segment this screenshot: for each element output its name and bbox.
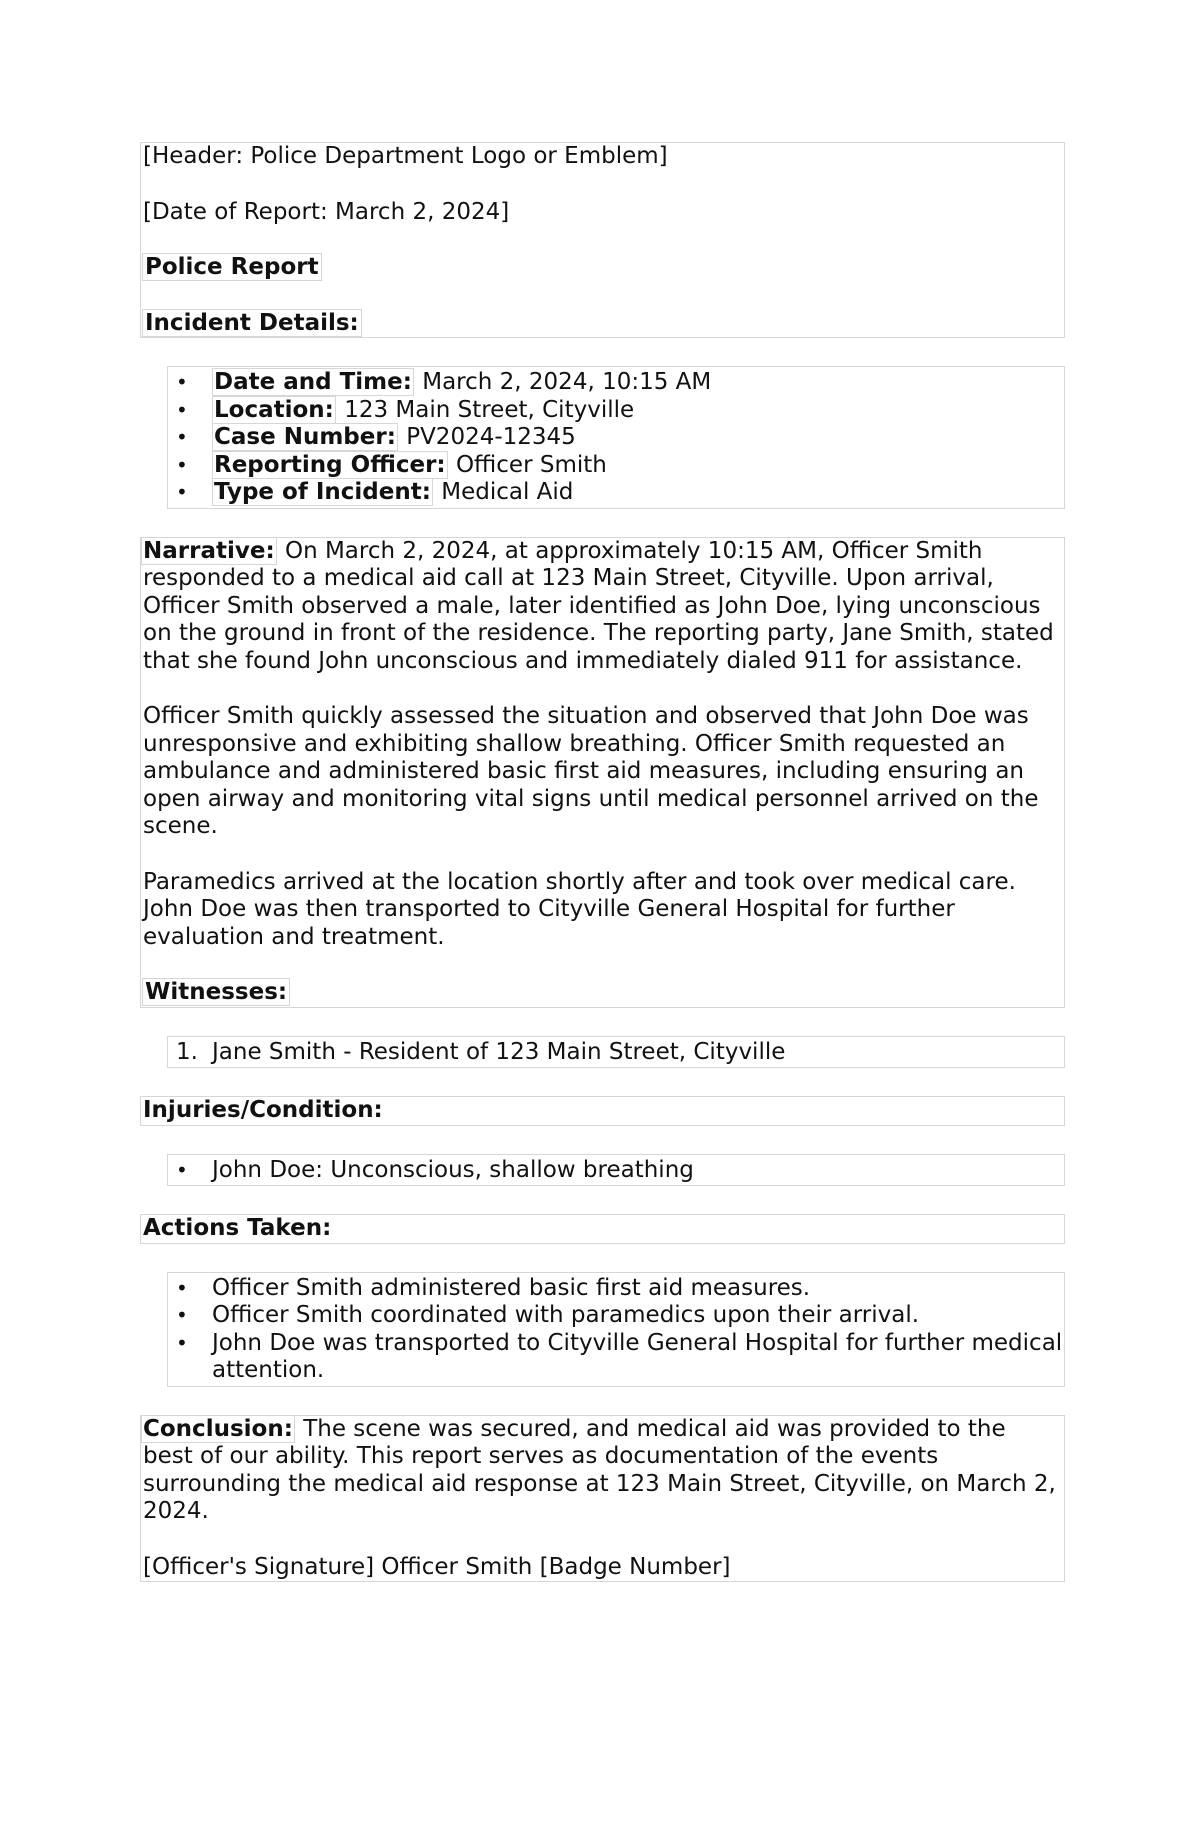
bullet-icon: •	[176, 1330, 188, 1355]
bullet-icon: •	[176, 397, 188, 422]
injuries-list	[167, 1154, 1065, 1187]
report-header-block	[140, 142, 1065, 338]
incident-details-heading: Incident Details:	[142, 309, 362, 337]
injury-entry: John Doe: Unconscious, shallow breathing	[212, 1156, 694, 1183]
detail-label: Reporting Officer:	[214, 451, 446, 478]
injuries-heading-block	[140, 1096, 1065, 1126]
actions-heading-block	[140, 1214, 1065, 1244]
injuries-heading: Injuries/Condition:	[143, 1097, 383, 1123]
list-item	[168, 1302, 1064, 1330]
narrative-paragraph-1	[143, 538, 1062, 676]
bullet-icon: •	[176, 425, 188, 449]
actions-heading: Actions Taken:	[143, 1215, 332, 1241]
list-item	[168, 1039, 1064, 1067]
detail-value: 123 Main Street, Cityville	[344, 396, 635, 423]
list-item	[168, 369, 1064, 397]
bullet-icon: •	[176, 1157, 188, 1182]
list-item	[168, 1330, 1064, 1385]
bullet-icon: •	[176, 452, 188, 477]
narrative-text-1: On March 2, 2024, at approximately 10:15 AM, Officer Smith responded to a medical aid call at 123 Main Street, Cityville. Upon arrival, Officer Smith observed a male, later identified as John Doe, lying unconscious on the ground in front of the residence. The reporting party, Jane Smith, stated that she found John unconscious and immediately dialed 911 for assistance.	[143, 537, 1054, 674]
bullet-icon: •	[176, 1275, 188, 1300]
bullet-icon: •	[176, 370, 188, 394]
bullet-icon: •	[176, 1303, 188, 1327]
detail-value: Medical Aid	[441, 479, 574, 505]
list-item	[168, 1275, 1064, 1303]
narrative-block	[140, 537, 1065, 1008]
narrative-paragraph-2: Officer Smith quickly assessed the situation and observed that John Doe was unresponsive and exhibiting shallow breathing. Officer Smith requested an ambulance and administered basic first aid measures, including ensuring an open airway and monitoring vital signs until medical personnel arrived on the scene.	[143, 703, 1039, 839]
detail-label: Date and Time:	[214, 369, 412, 395]
action-entry: Officer Smith administered basic first aid measures.	[212, 1274, 811, 1301]
action-entry: John Doe was transported to Cityville General Hospital for further medical attention.	[212, 1329, 1063, 1383]
incident-details-list	[167, 366, 1065, 509]
detail-value: PV2024-12345	[406, 424, 576, 450]
signature-line: [Officer's Signature] Officer Smith [Badge Number]	[143, 1553, 731, 1580]
witnesses-list	[167, 1036, 1065, 1069]
report-title: Police Report	[142, 253, 322, 281]
list-number: 1.	[176, 1038, 198, 1065]
conclusion-block	[140, 1415, 1065, 1583]
list-item	[168, 397, 1064, 425]
witness-entry: Jane Smith - Resident of 123 Main Street, Cityville	[212, 1038, 786, 1065]
conclusion-paragraph	[143, 1416, 1062, 1526]
narrative-paragraph-3: Paramedics arrived at the location shortly after and took over medical care. John Doe was then transported to Cityville General Hospital for further evaluation and treatment.	[143, 868, 1016, 950]
actions-list	[167, 1272, 1065, 1387]
detail-label: Location:	[214, 396, 334, 423]
list-item	[168, 1157, 1064, 1185]
detail-label: Type of Incident:	[214, 479, 431, 505]
action-entry: Officer Smith coordinated with paramedics upon their arrival.	[212, 1302, 920, 1328]
list-item	[168, 424, 1064, 452]
list-item	[168, 452, 1064, 480]
conclusion-text: The scene was secured, and medical aid was provided to the best of our ability. This report serves as documentation of the events surrounding the medical aid response at 123 Main Street, Cityville, on March 2, 2024.	[143, 1415, 1056, 1524]
report-page	[140, 142, 1065, 1582]
date-note: [Date of Report: March 2, 2024]	[143, 198, 510, 225]
header-note: [Header: Police Department Logo or Emblem]	[143, 143, 668, 169]
list-item	[168, 479, 1064, 507]
conclusion-label: Conclusion:	[143, 1415, 293, 1442]
bullet-icon: •	[176, 480, 188, 504]
witnesses-heading: Witnesses:	[142, 978, 290, 1006]
detail-value: March 2, 2024, 10:15 AM	[422, 369, 712, 395]
detail-value: Officer Smith	[455, 451, 607, 478]
narrative-label: Narrative:	[143, 537, 275, 564]
detail-label: Case Number:	[214, 424, 396, 450]
